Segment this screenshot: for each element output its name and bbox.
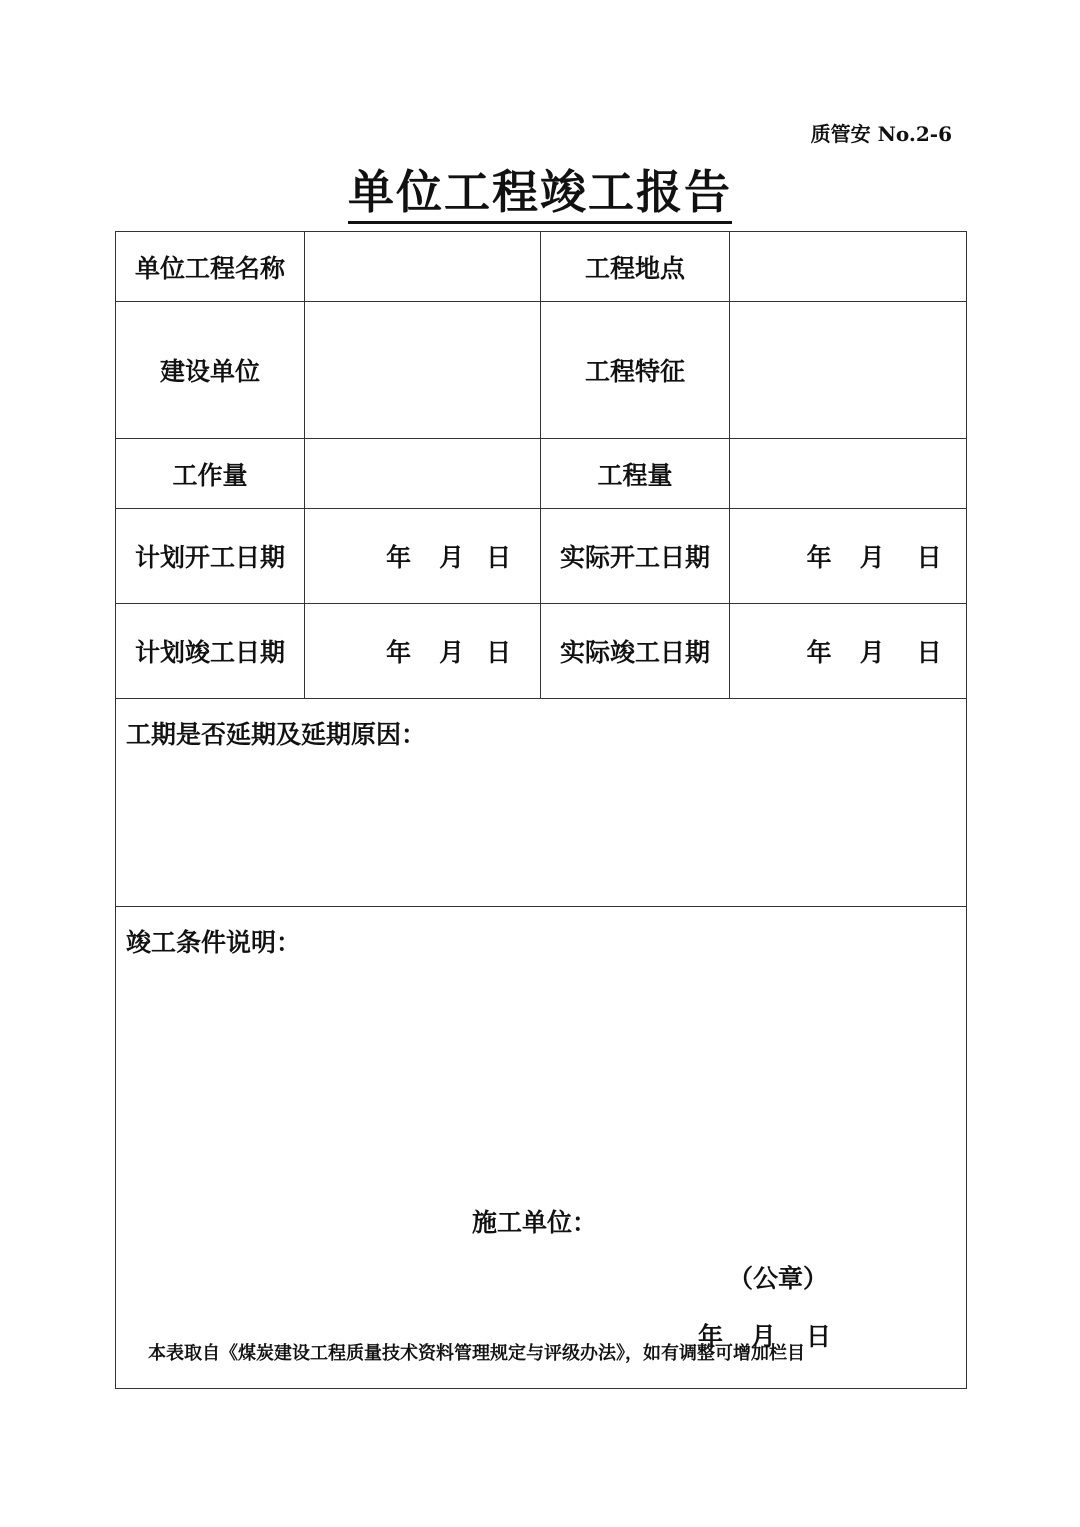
month-unit: 月	[859, 543, 885, 572]
delay-reason-label: 工期是否延期及延期原因：	[126, 720, 427, 749]
completion-conditions-field[interactable]	[116, 907, 967, 1389]
actual-start-label: 实际开工日期	[541, 509, 730, 604]
form-code: 质管安 No.2-6	[810, 122, 952, 146]
month-unit: 月	[751, 1322, 777, 1351]
month-unit: 月	[859, 638, 885, 667]
plan-start-label: 计划开工日期	[116, 509, 305, 604]
project-name-label: 单位工程名称	[116, 232, 305, 302]
table-row	[116, 232, 967, 302]
year-unit: 年	[806, 543, 832, 572]
plan-start-date-field[interactable]	[305, 509, 541, 604]
delay-reason-field[interactable]	[116, 699, 967, 907]
actual-start-date-field[interactable]	[730, 509, 967, 604]
owner-unit-label: 建设单位	[116, 302, 305, 439]
day-unit: 日	[916, 638, 942, 667]
year-unit: 年	[806, 638, 832, 667]
plan-finish-label: 计划竣工日期	[116, 604, 305, 699]
day-unit: 日	[486, 638, 512, 667]
project-name-field[interactable]	[305, 232, 541, 302]
month-unit: 月	[439, 543, 465, 572]
day-unit: 日	[486, 543, 512, 572]
table-row	[116, 509, 967, 604]
actual-finish-label: 实际竣工日期	[541, 604, 730, 699]
day-unit: 日	[916, 543, 942, 572]
year-unit: 年	[698, 1322, 724, 1351]
project-location-field[interactable]	[730, 232, 967, 302]
page-title	[0, 156, 1080, 222]
table-row	[116, 699, 967, 907]
quantity-field[interactable]	[730, 439, 967, 509]
quantity-label: 工程量	[541, 439, 730, 509]
project-location-label: 工程地点	[541, 232, 730, 302]
month-unit: 月	[439, 638, 465, 667]
contractor-label: 施工单位：	[472, 1208, 598, 1237]
year-unit: 年	[386, 638, 412, 667]
table-row	[116, 604, 967, 699]
completion-conditions-label: 竣工条件说明：	[126, 928, 302, 957]
workload-field[interactable]	[305, 439, 541, 509]
table-row	[116, 439, 967, 509]
year-unit: 年	[386, 543, 412, 572]
day-unit: 日	[806, 1322, 832, 1351]
project-feature-label: 工程特征	[541, 302, 730, 439]
plan-finish-date-field[interactable]	[305, 604, 541, 699]
owner-unit-field[interactable]	[305, 302, 541, 439]
table-row	[116, 907, 967, 1389]
page-title-text: 单位工程竣工报告	[348, 165, 732, 224]
footnote: 本表取自《煤炭建设工程质量技术资料管理规定与评级办法》，如有调整可增加栏目	[148, 1343, 805, 1364]
table-row	[116, 302, 967, 439]
report-table	[115, 231, 967, 1389]
project-feature-field[interactable]	[730, 302, 967, 439]
seal-label: （公章）	[728, 1264, 829, 1293]
workload-label: 工作量	[116, 439, 305, 509]
actual-finish-date-field[interactable]	[730, 604, 967, 699]
